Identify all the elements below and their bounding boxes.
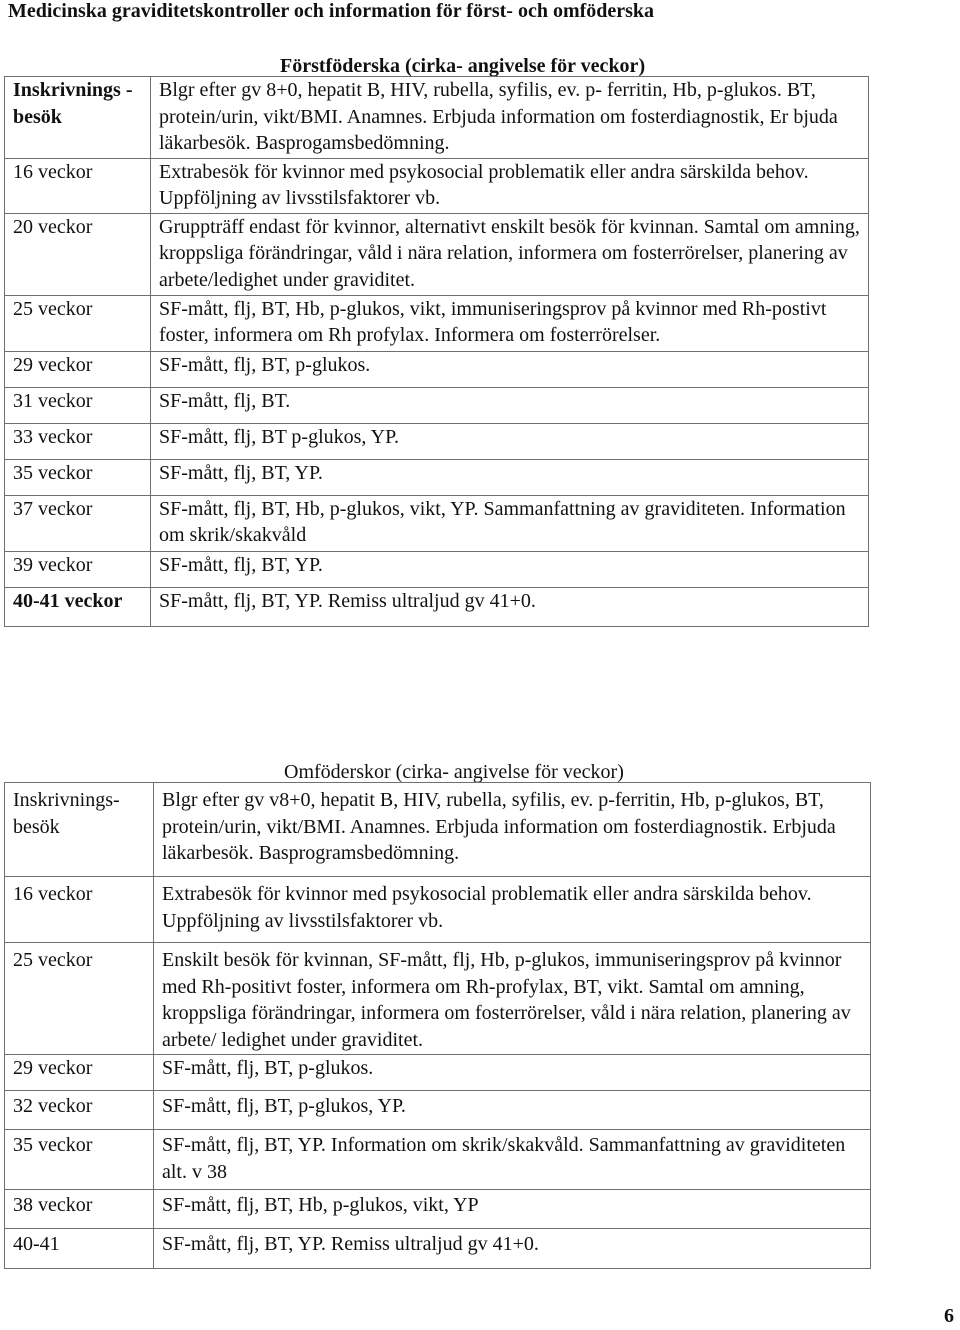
- visit-label: 39 veckor: [5, 551, 151, 587]
- table-row: [5, 387, 869, 423]
- visit-description: Enskilt besök för kvinnan, SF-mått, flj, Hb, p-glukos, immuniseringsprov på kvinnor med Rh-positivt foster, informera om Rh-profylax, BT, vikt. Samtal om amning, kroppsliga förändringar, informera om fosterrörelser, våld i nära relation, planering av arbete/ ledighet under graviditet.: [154, 943, 871, 1055]
- table-row: [5, 1229, 871, 1269]
- visit-description: SF-mått, flj, BT, YP.: [151, 551, 869, 587]
- table-row: [5, 1130, 871, 1190]
- visit-label: 25 veckor: [5, 943, 154, 1055]
- visit-label: 16 veckor: [5, 877, 154, 943]
- visit-label: 37 veckor: [5, 495, 151, 551]
- table-row: [5, 1190, 871, 1229]
- visit-description: SF-mått, flj, BT, YP. Remiss ultraljud gv 41+0.: [151, 587, 869, 626]
- visit-label: 31 veckor: [5, 387, 151, 423]
- table-row: [5, 783, 871, 877]
- visit-label: 33 veckor: [5, 423, 151, 459]
- visit-description: SF-mått, flj, BT, YP.: [151, 459, 869, 495]
- table-row: [5, 158, 869, 213]
- visit-description: SF-mått, flj, BT, YP. Remiss ultraljud gv 41+0.: [154, 1229, 871, 1269]
- forstfoderska-caption: Förstföderska (cirka- angivelse för veckor): [280, 55, 646, 77]
- table-row: [5, 495, 869, 551]
- visit-description: SF-mått, flj, BT p-glukos, YP.: [151, 423, 869, 459]
- forstfoderska-schedule-table: [4, 76, 869, 627]
- visit-description: SF-mått, flj, BT.: [151, 387, 869, 423]
- visit-label: 29 veckor: [5, 1055, 154, 1091]
- visit-label: 25 veckor: [5, 295, 151, 351]
- visit-label: 20 veckor: [5, 213, 151, 295]
- table-row: [5, 213, 869, 295]
- visit-label: 40-41 veckor: [5, 587, 151, 626]
- visit-description: Blgr efter gv v8+0, hepatit B, HIV, rubella, syfilis, ev. p-ferritin, Hb, p-glukos, BT, protein/urin, vikt/BMI. Anamnes. Erbjuda information om fosterdiagnostik. Erbjuda läkarbesök. Basprogramsbedömning.: [154, 783, 871, 877]
- visit-label: Inskrivnings -besök: [5, 77, 151, 159]
- visit-description: SF-mått, flj, BT, p-glukos.: [151, 351, 869, 387]
- omfoderskor-schedule-table: [4, 782, 871, 1269]
- visit-description: SF-mått, flj, BT, p-glukos.: [154, 1055, 871, 1091]
- table-row: [5, 1091, 871, 1130]
- page-number: 6: [944, 1305, 954, 1327]
- visit-description: SF-mått, flj, BT, p-glukos, YP.: [154, 1091, 871, 1130]
- visit-label: 32 veckor: [5, 1091, 154, 1130]
- table-row: [5, 877, 871, 943]
- visit-label: 29 veckor: [5, 351, 151, 387]
- visit-label: 35 veckor: [5, 459, 151, 495]
- document-title: Medicinska graviditetskontroller och information för först- och omföderska: [8, 0, 655, 22]
- table-row: [5, 551, 869, 587]
- visit-description: Blgr efter gv 8+0, hepatit B, HIV, rubella, syfilis, ev. p- ferritin, Hb, p-glukos. BT, protein/urin, vikt/BMI. Anamnes. Erbjuda information om fosterdiagnostik, Er bjuda läkarbesök. Basprogamsbedömning.: [151, 77, 869, 159]
- visit-label: 40-41: [5, 1229, 154, 1269]
- table-row: [5, 1055, 871, 1091]
- visit-label: 35 veckor: [5, 1130, 154, 1190]
- visit-description: SF-mått, flj, BT, Hb, p-glukos, vikt, immuniseringsprov på kvinnor med Rh-postivt foster, informera om Rh profylax. Informera om fosterrörelser.: [151, 295, 869, 351]
- visit-description: Extrabesök för kvinnor med psykosocial problematik eller andra särskilda behov. Uppföljning av livsstilsfaktorer vb.: [151, 158, 869, 213]
- visit-description: Gruppträff endast för kvinnor, alternativt enskilt besök för kvinnan. Samtal om amning, kroppsliga förändringar, våld i nära relation, informera om fosterrörelser, planering av arbete/ledighet under graviditet.: [151, 213, 869, 295]
- table-row: [5, 295, 869, 351]
- visit-description: Extrabesök för kvinnor med psykosocial problematik eller andra särskilda behov. Uppföljning av livsstilsfaktorer vb.: [154, 877, 871, 943]
- table-row: [5, 423, 869, 459]
- visit-label: 38 veckor: [5, 1190, 154, 1229]
- table-row: [5, 943, 871, 1055]
- table-row: [5, 459, 869, 495]
- table-row: [5, 77, 869, 159]
- omfoderskor-caption: Omföderskor (cirka- angivelse för veckor): [284, 761, 624, 783]
- table-row: [5, 351, 869, 387]
- visit-label: Inskrivnings-besök: [5, 783, 154, 877]
- table-row: [5, 587, 869, 626]
- visit-description: SF-mått, flj, BT, Hb, p-glukos, vikt, YP. Sammanfattning av graviditeten. Information om skrik/skakvåld: [151, 495, 869, 551]
- visit-description: SF-mått, flj, BT, Hb, p-glukos, vikt, YP: [154, 1190, 871, 1229]
- visit-label: 16 veckor: [5, 158, 151, 213]
- visit-description: SF-mått, flj, BT, YP. Information om skrik/skakvåld. Sammanfattning av graviditeten alt. v 38: [154, 1130, 871, 1190]
